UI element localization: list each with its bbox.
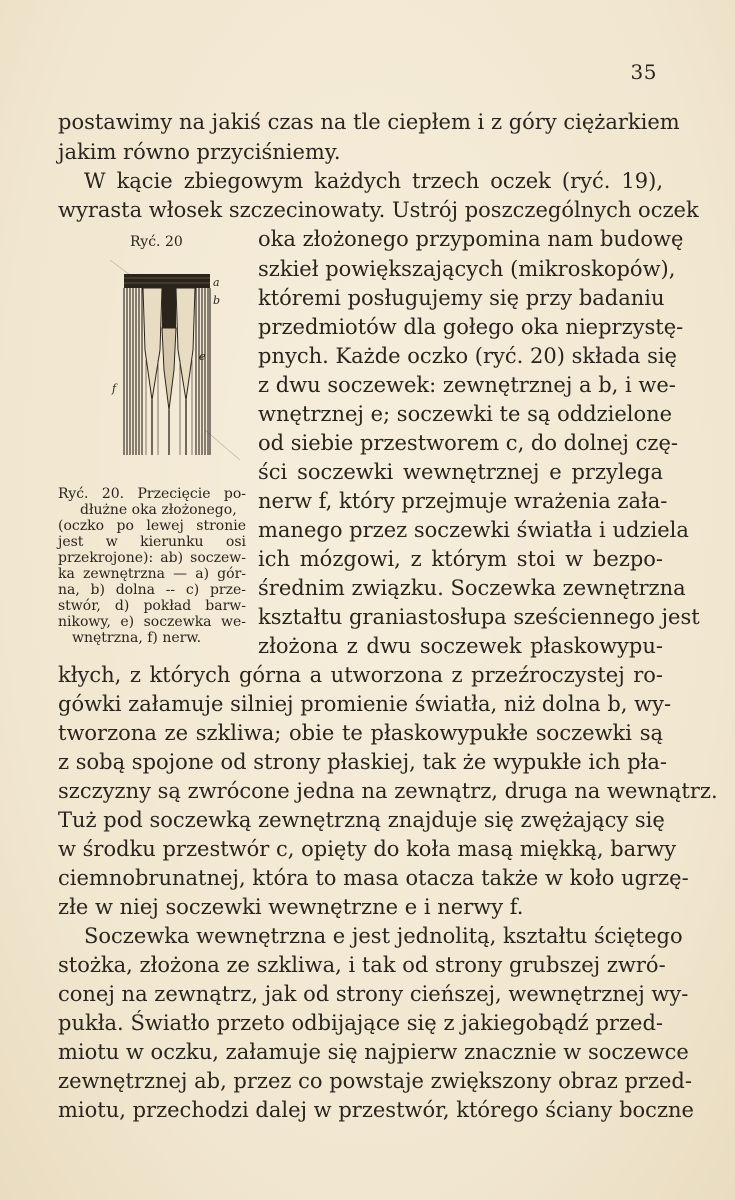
figure-part-label: b <box>213 294 221 307</box>
text-line: złożona z dwu soczewek płaskowypu- <box>258 634 663 658</box>
text-line: pukła. Światło przeto odbijające się z jakiegobądź przed- <box>58 1011 663 1035</box>
text-line: wyrasta włosek szczecinowaty. Ustrój poszczególnych oczek <box>58 198 699 222</box>
figure-caption-line: ka zewnętrzna — a) gór- <box>58 566 246 582</box>
figure-caption-line: wnętrzna, f) nerw. <box>72 630 202 646</box>
page-number: 35 <box>630 60 657 84</box>
text-line: kłych, z których górna a utworzona z przeźroczystej ro- <box>58 663 663 687</box>
text-line: od siebie przestworem c, do dolnej czę- <box>258 431 678 455</box>
figure-part-label: a <box>213 276 220 289</box>
text-line: jakim równo przyciśniemy. <box>58 140 341 164</box>
figure-caption-line: przekrojone): ab) soczew- <box>58 550 246 566</box>
text-line: szczyzny są zwrócone jedna na zewnątrz, druga na wewnątrz. <box>58 779 718 803</box>
figure-caption-line: na, b) dolna -- c) prze- <box>58 582 246 598</box>
text-line: zewnętrznej ab, przez co powstaje zwiększony obraz przed- <box>58 1069 692 1093</box>
text-line: gówki załamuje silniej promienie światła, niż dolna b, wy- <box>58 692 672 716</box>
figure-caption-line: dłużne oka złożonego, <box>80 502 237 518</box>
text-line: z sobą spojone od strony płaskiej, tak że wypukłe ich pła- <box>58 750 667 774</box>
text-line: pnych. Każde oczko (ryć. 20) składa się <box>258 344 677 368</box>
text-line: miotu w oczku, załamuje się najpierw znacznie w soczewce <box>58 1040 689 1064</box>
figure-caption-line: stwór, d) pokład barw- <box>58 598 246 614</box>
text-line: średnim związku. Soczewka zewnętrzna <box>258 576 686 600</box>
text-line: W kącie zbiegowym każdych trzech oczek (ryć. 19), <box>84 169 663 193</box>
text-line: miotu, przechodzi dalej w przestwór, którego ściany boczne <box>58 1098 694 1122</box>
text-line: ści soczewki wewnętrznej e przylega <box>258 460 663 484</box>
text-line: conej na zewnątrz, jak od strony cieńszej, wewnętrznej wy- <box>58 982 689 1006</box>
text-line: ciemnobrunatnej, która to masa otacza także w koło ugrzę- <box>58 866 689 890</box>
text-line: Tuż pod soczewką zewnętrzną znajduje się zwężający się <box>58 808 665 832</box>
text-line: Soczewka wewnętrzna e jest jednolitą, kształtu ściętego <box>84 924 683 948</box>
figure-caption-line: (oczko po lewej stronie <box>58 518 246 534</box>
text-line: wnętrznej e; soczewki te są oddzielone <box>258 402 673 426</box>
figure-part-label: f <box>112 382 117 395</box>
text-line: ich mózgowi, z którym stoi w bezpo- <box>258 547 663 571</box>
text-line: któremi posługujemy się przy badaniu <box>258 286 665 310</box>
text-line: w środku przestwór c, opięty do koła masą miękką, barwy <box>58 837 677 861</box>
text-line: złe w niej soczewki wewnętrzne e i nerwy f. <box>58 895 524 919</box>
figure-caption-line: jest w kierunku osi <box>58 534 246 550</box>
compound-eye-illustration <box>110 260 240 470</box>
figure-caption-line: Ryć. 20. Przecięcie po- <box>58 486 246 502</box>
text-line: z dwu soczewek: zewnętrznej a b, i we- <box>258 373 676 397</box>
text-line: manego przez soczewki światła i udziela <box>258 518 689 542</box>
text-line: stożka, złożona ze szkliwa, i tak od strony grubszej zwró- <box>58 953 666 977</box>
figure-part-label: e <box>199 350 206 363</box>
text-line: oka złożonego przypomina nam budowę <box>258 227 684 251</box>
text-line: kształtu graniastosłupa sześciennego jest <box>258 605 700 629</box>
text-line: przedmiotów dla gołego oka nieprzystę- <box>258 315 684 339</box>
text-line: nerw f, który przejmuje wrażenia zała- <box>258 489 668 513</box>
text-line: tworzona ze szkliwa; obie te płaskowypukłe soczewki są <box>58 721 663 745</box>
text-line: szkieł powiększających (mikroskopów), <box>258 257 676 281</box>
text-line: postawimy na jakiś czas na tle ciepłem i z góry ciężarkiem <box>58 110 680 134</box>
figure-caption-line: nikowy, e) soczewka we- <box>58 614 246 630</box>
figure-label: Ryć. 20 <box>130 234 183 250</box>
